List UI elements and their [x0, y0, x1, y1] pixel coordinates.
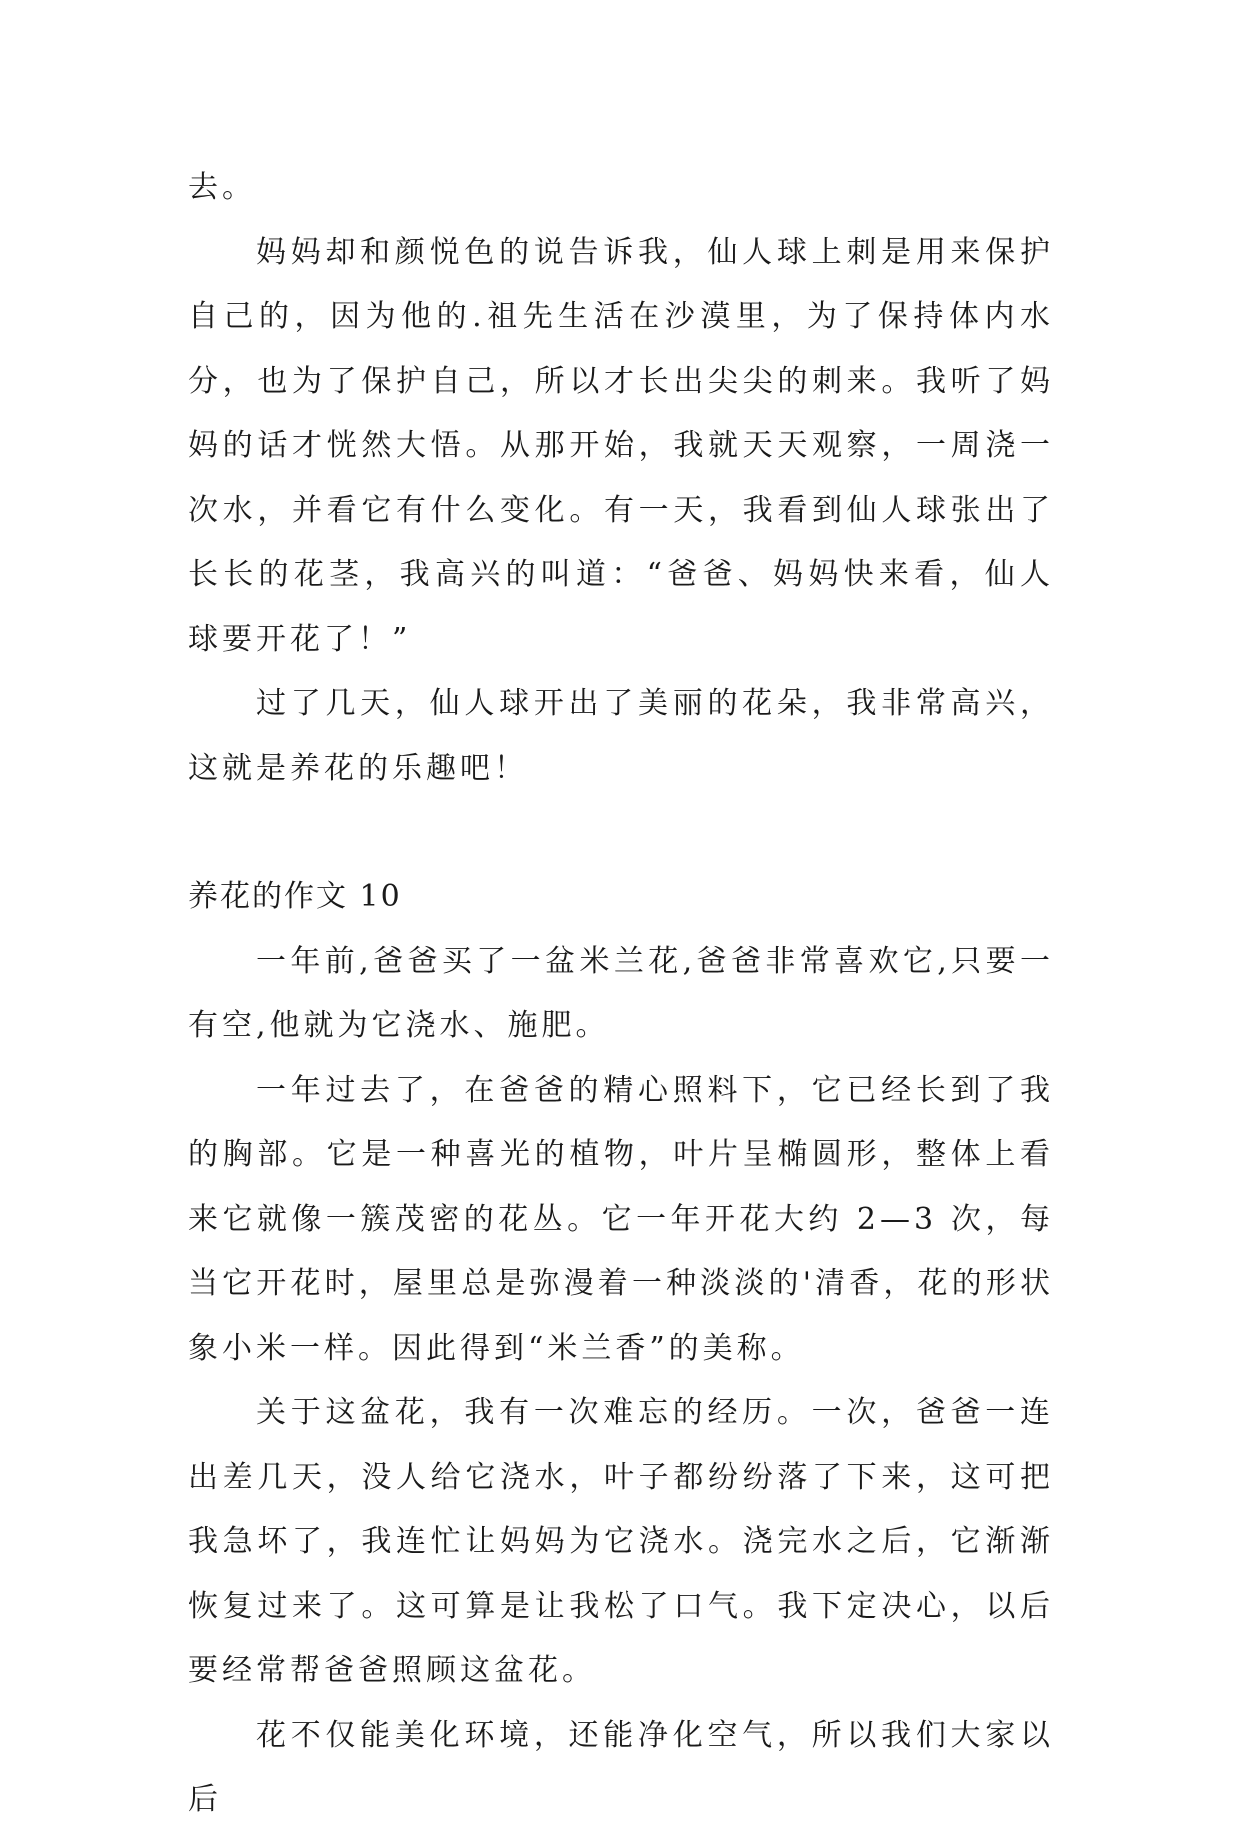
paragraph: 一年前,爸爸买了一盆米兰花,爸爸非常喜欢它,只要一有空,他就为它浇水、施肥。 — [188, 943, 1054, 1043]
paragraph: 关于这盆花，我有一次难忘的经历。一次，爸爸一连出差几天，没人给它浇水，叶子都纷纷落了下来，这可把我急坏了，我连忙让妈妈为它浇水。浇完水之后，它渐渐恢复过来了。这可算是让我松了口气。我下定决心，以后要经常帮爸爸照顾这盆花。 — [188, 1395, 1054, 1688]
paragraph: 妈妈却和颜悦色的说告诉我，仙人球上刺是用来保护自己的，因为他的.祖先生活在沙漠里，为了保持体内水分，也为了保护自己，所以才长出尖尖的刺来。我听了妈妈的话才恍然大悟。从那开始，我就天天观察，一周浇一次水，并看它有什么变化。有一天，我看到仙人球张出了长长的花茎，我高兴的叫道：“爸爸、妈妈快来看，仙人球要开花了！” — [188, 234, 1054, 657]
paragraph: 过了几天，仙人球开出了美丽的花朵，我非常高兴，这就是养花的乐趣吧！ — [188, 686, 1054, 786]
paragraph: 一年过去了，在爸爸的精心照料下，它已经长到了我的胸部。它是一种喜光的植物，叶片呈椭圆形，整体上看来它就像一簇茂密的花丛。它一年开花大约 2—3 次，每当它开花时，屋里总是弥漫着一种淡淡的'清香，花的形状象小米一样。因此得到“米兰香”的美称。 — [188, 1072, 1054, 1366]
document-body — [188, 156, 1054, 1833]
section-title: 养花的作文 10 — [188, 879, 402, 914]
continuation-text: 去。 — [188, 170, 256, 205]
section-spacer — [188, 801, 1054, 865]
paragraph: 花不仅能美化环境，还能净化空气，所以我们大家以后 — [188, 1717, 1054, 1817]
